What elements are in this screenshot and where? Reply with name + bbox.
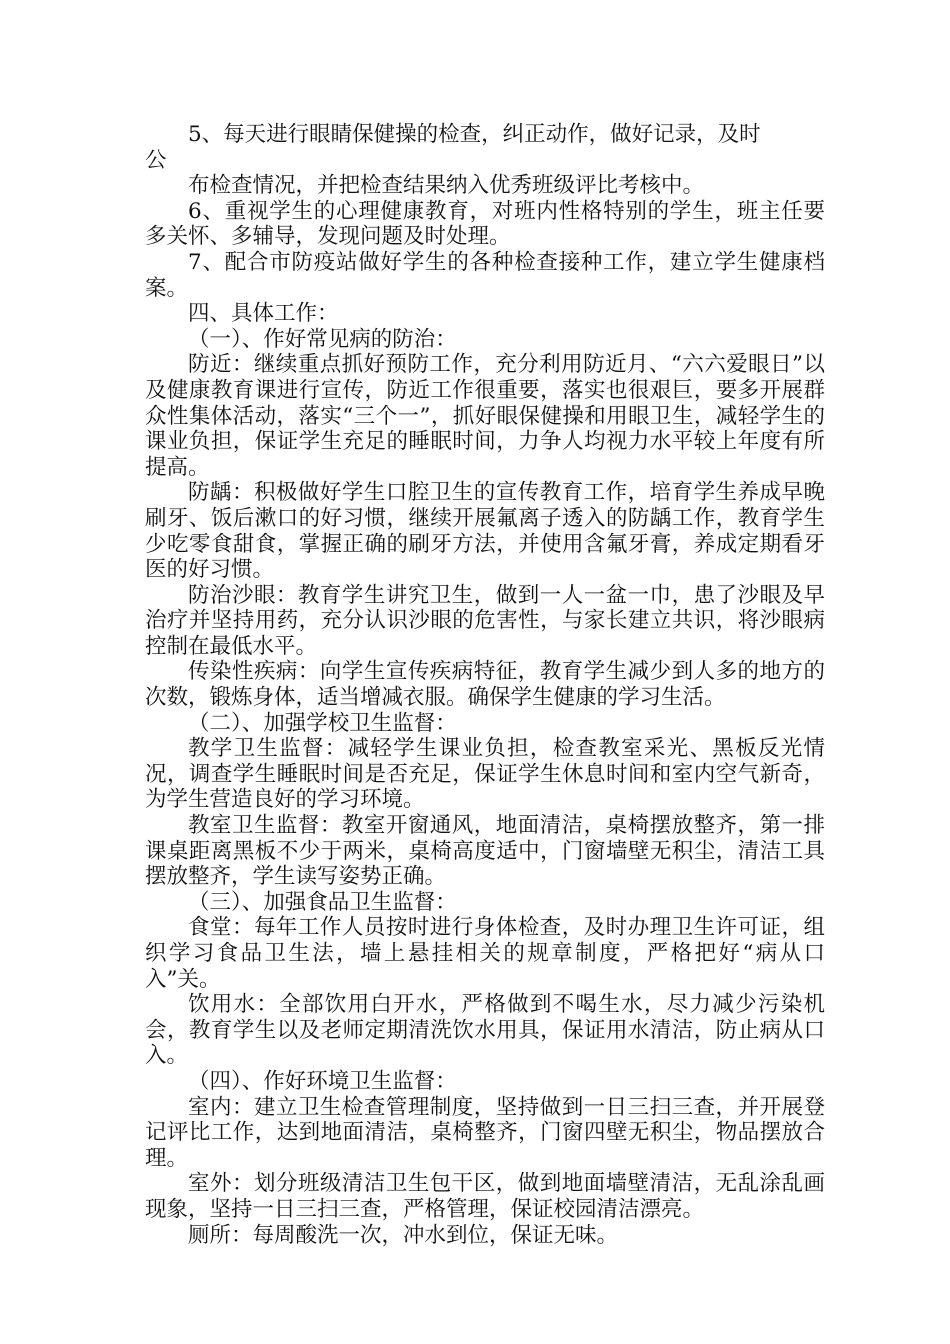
paragraph-drinking-water: 饮用水：全部饮用白开水，严格做到不喝生水，尽力减少污染机会，教育学生以及老师定期清洗饮水用具，保证用水清洁，防止病从口入。 (145, 992, 825, 1069)
paragraph-caries: 防龋：积极做好学生口腔卫生的宣传教育工作，培育学生养成早晚刷牙、饭后漱口的好习惯，继续开展氟离子透入的防龋工作，教育学生少吃零食甜食，掌握正确的刷牙方法，并使用含氟牙膏，养成定期看牙医的好习惯。 (145, 480, 825, 583)
paragraph-infectious: 传染性疾病：向学生宣传疾病特征，教育学生减少到人多的地方的次数，锻炼身体，适当增减衣服。确保学生健康的学习生活。 (145, 659, 825, 711)
subsection-heading-1: （一）、作好常见病的防治： (188, 326, 457, 352)
paragraph-item-7: 7、配合市防疫站做好学生的各种检查接种工作，建立学生健康档案。 (145, 249, 825, 301)
paragraph-indoor: 室内：建立卫生检查管理制度，坚持做到一日三扫三查，并开展登记评比工作，达到地面清洁，桌椅整齐，门窗四壁无积尘，物品摆放合理。 (145, 1094, 825, 1171)
paragraph-myopia: 防近：继续重点抓好预防工作，充分利用防近月、“六六爱眼日”以及健康教育课进行宣传，防近工作很重要，落实也很艰巨，要多开展群众性集体活动，落实“三个一”，抓好眼保健操和用眼卫生，减轻学生的课业负担，保证学生充足的睡眠时间，力争人均视力水平较上年度有所提高。 (145, 352, 825, 480)
paragraph-classroom-hygiene: 教室卫生监督：教室开窗通风，地面清洁，桌椅摆放整齐，第一排课桌距离黑板不少于两米，桌椅高度适中，门窗墙壁无积尘，清洁工具摆放整齐，学生读写姿势正确。 (145, 813, 825, 890)
paragraph-continuation: 布检查情况，并把检查结果纳入优秀班级评比考核中。 (188, 173, 705, 199)
paragraph-item-6: 6、重视学生的心理健康教育，对班内性格特别的学生，班主任要多关怀、多辅导，发现问题及时处理。 (145, 198, 825, 250)
document-body (145, 122, 825, 1248)
paragraph-item-5: 5、每天进行眼睛保健操的检查，纠正动作，做好记录，及时 (188, 122, 761, 147)
subsection-heading-3: （三）、加强食品卫生监督： (188, 889, 457, 915)
paragraph-outdoor: 室外：划分班级清洁卫生包干区，做到地面墙壁清洁，无乱涂乱画现象，坚持一日三扫三查，严格管理，保证校园清洁漂亮。 (145, 1171, 825, 1222)
subsection-heading-4: （四）、作好环境卫生监督： (188, 1068, 457, 1094)
paragraph-fragment: 公 (145, 147, 167, 173)
paragraph-teaching-hygiene: 教学卫生监督：减轻学生课业负担，检查教室采光、黑板反光情况，调查学生睡眠时间是否充足，保证学生休息时间和室内空气新奇，为学生营造良好的学习环境。 (145, 736, 825, 813)
paragraph-canteen: 食堂：每年工作人员按时进行身体检查，及时办理卫生许可证，组织学习食品卫生法，墙上悬挂相关的规章制度，严格把好“病从口入”关。 (145, 915, 825, 992)
section-heading-4: 四、具体工作： (188, 301, 339, 327)
paragraph-toilet: 厕所：每周酸洗一次，冲水到位，保证无味。 (188, 1222, 619, 1248)
subsection-heading-2: （二）、加强学校卫生监督： (188, 710, 457, 736)
paragraph-trachoma: 防治沙眼：教育学生讲究卫生，做到一人一盆一巾，患了沙眼及早治疗并坚持用药，充分认识沙眼的危害性，与家长建立共识，将沙眼病控制在最低水平。 (145, 582, 825, 659)
